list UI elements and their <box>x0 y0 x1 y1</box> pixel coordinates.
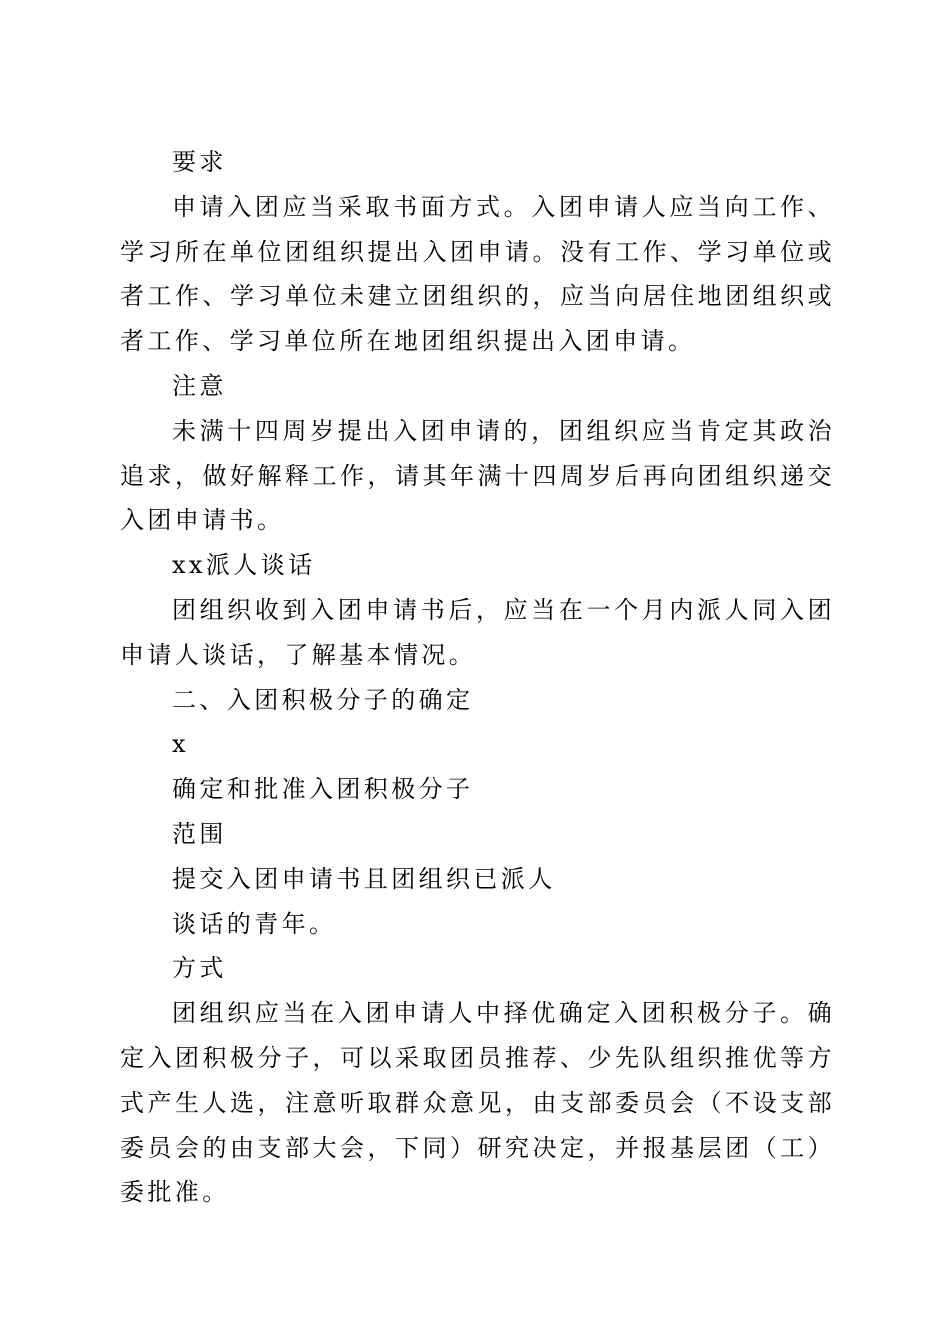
heading-note: 注意 <box>172 371 227 400</box>
paragraph-scope-line-1: 提交入团申请书且团组织已派人 <box>172 864 556 893</box>
paragraph-scope-line-2: 谈话的青年。 <box>172 909 337 938</box>
heading-confirm-activists: 确定和批准入团积极分子 <box>172 775 474 804</box>
heading-interview: xx派人谈话 <box>172 551 316 580</box>
paragraph-interview: 团组织收到入团申请书后，应当在一个月内派人同入团申请人谈话，了解基本情况。 <box>120 595 835 669</box>
marker-x: x <box>172 730 189 759</box>
document-body <box>120 140 835 1215</box>
heading-requirements: 要求 <box>172 148 227 176</box>
paragraph-age-note: 未满十四周岁提出入团申请的，团组织应当肯定其政治追求，做好解释工作，请其年满十四周岁后再向团组织递交入团申请书。 <box>120 416 835 535</box>
heading-scope: 范围 <box>172 819 227 848</box>
section-title-activists: 二、入团积极分子的确定 <box>172 685 474 714</box>
paragraph-application-method: 申请入团应当采取书面方式。入团申请人应当向工作、学习所在单位团组织提出入团申请。没有工作、学习单位或者工作、学习单位未建立团组织的，应当向居住地团组织或者工作、学习单位所在地团组织提出入团申请。 <box>120 192 835 356</box>
paragraph-method: 团组织应当在入团申请人中择优确定入团积极分子。确定入团积极分子，可以采取团员推荐、少先队组织推优等方式产生人选，注意听取群众意见，由支部委员会（不设支部委员会的由支部大会，下同）研究决定，并报基层团（工）委批准。 <box>120 999 835 1207</box>
heading-method: 方式 <box>172 954 227 983</box>
